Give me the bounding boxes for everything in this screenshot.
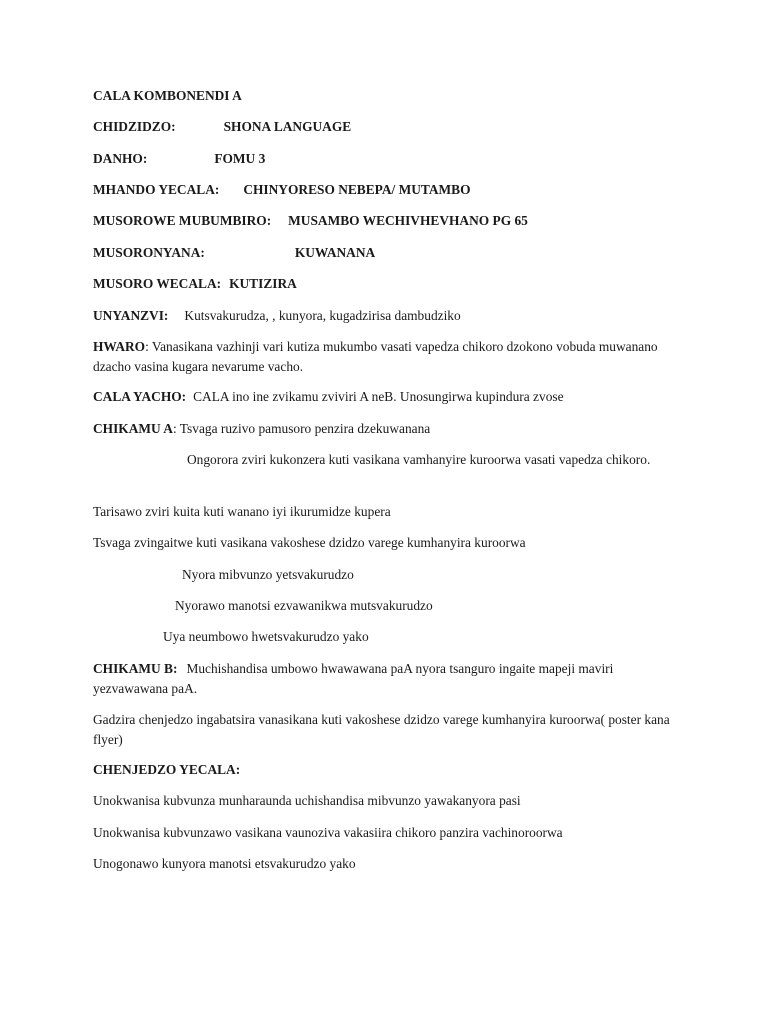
source-label: MUSOROWE MUBUMBIRO:	[93, 213, 272, 228]
chikamu-a-label: CHIKAMU A	[93, 421, 173, 436]
skills-label: UNYANZVI:	[93, 308, 169, 323]
subject-row	[93, 119, 351, 135]
subtopic-value: KUWANANA	[294, 245, 376, 260]
skills-value: Kutsvakurudza, , kunyora, kugadzirisa dambudziko	[184, 308, 461, 323]
chenjedzo-item-2: Unokwanisa kubvunzawo vasikana vaunoziva vakasiira chikoro panzira vachinoroorwa	[93, 825, 563, 840]
level-value: FOMU 3	[214, 151, 266, 166]
type-value: CHINYORESO NEBEPA/ MUTAMBO	[243, 182, 471, 197]
chikamu-a-item-6: Uya neumbowo hwetsvakurudzo yako	[163, 629, 369, 644]
chikamu-b-item-1: Gadzira chenjedzo ingabatsira vanasikana kuti vakoshese dzidzo varege kumhanyira kuroorwa( poster kana flyer)	[93, 712, 670, 747]
topic-value: KUTIZIRA	[229, 276, 297, 291]
chikamu-a-item-5: Nyorawo manotsi ezvawanikwa mutsvakurudzo	[175, 598, 433, 613]
chikamu-b-paragraph	[93, 659, 673, 699]
cala-yacho-label: CALA YACHO:	[93, 389, 187, 404]
chenjedzo-label: CHENJEDZO YECALA:	[93, 762, 241, 777]
cala-yacho-text: CALA ino ine zvikamu zviviri A neB. Unosungirwa kupindura zvose	[193, 389, 564, 404]
hwaro-text: : Vanasikana vazhinji vari kutiza mukumbo vasati vapedza chikoro dzokono vobuda muwanano dzacho vasina kugara nevarume vacho.	[93, 339, 658, 374]
subtopic-label: MUSORONYANA:	[93, 245, 205, 260]
subtopic-row	[93, 245, 375, 261]
level-label: DANHO:	[93, 151, 148, 166]
hwaro-paragraph	[93, 337, 673, 377]
hwaro-label: HWARO	[93, 339, 146, 354]
chikamu-b-text: Muchishandisa umbowo hwawawana paA nyora tsanguro ingaite mapeji maviri yezvawawana paA.	[93, 661, 614, 696]
source-row	[93, 213, 528, 229]
chikamu-a-row	[93, 421, 430, 437]
source-value: MUSAMBO WECHIVHEVHANO PG 65	[288, 213, 528, 228]
chenjedzo-item-3: Unogonawo kunyora manotsi etsvakurudzo yako	[93, 856, 356, 871]
subject-label: CHIDZIDZO:	[93, 119, 176, 134]
chikamu-a-text: : Tsvaga ruzivo pamusoro penzira dzekuwanana	[172, 421, 431, 436]
chikamu-a-item-4: Nyora mibvunzo yetsvakurudzo	[182, 567, 354, 582]
type-label: MHANDO YECALA:	[93, 182, 220, 197]
chikamu-a-item-3: Tsvaga zvingaitwe kuti vasikana vakoshese dzidzo varege kumhanyira kuroorwa	[93, 535, 526, 550]
chikamu-b-label: CHIKAMU B:	[93, 661, 178, 676]
topic-row	[93, 276, 297, 292]
subject-value: SHONA LANGUAGE	[223, 119, 352, 134]
chikamu-a-item-1: Ongorora zviri kukonzera kuti vasikana vamhanyire kuroorwa vasati vapedza chikoro.	[187, 452, 651, 467]
chikamu-a-item-2: Tarisawo zviri kuita kuti wanano iyi ikurumidze kupera	[93, 504, 391, 519]
level-row	[93, 151, 265, 167]
cala-yacho-row	[93, 389, 564, 405]
type-row	[93, 182, 471, 198]
chenjedzo-item-1: Unokwanisa kubvunza munharaunda uchishandisa mibvunzo yawakanyora pasi	[93, 793, 521, 808]
topic-label: MUSORO WECALA:	[93, 276, 222, 291]
skills-row	[93, 308, 461, 324]
cala-title: CALA KOMBONENDI A	[93, 88, 242, 103]
